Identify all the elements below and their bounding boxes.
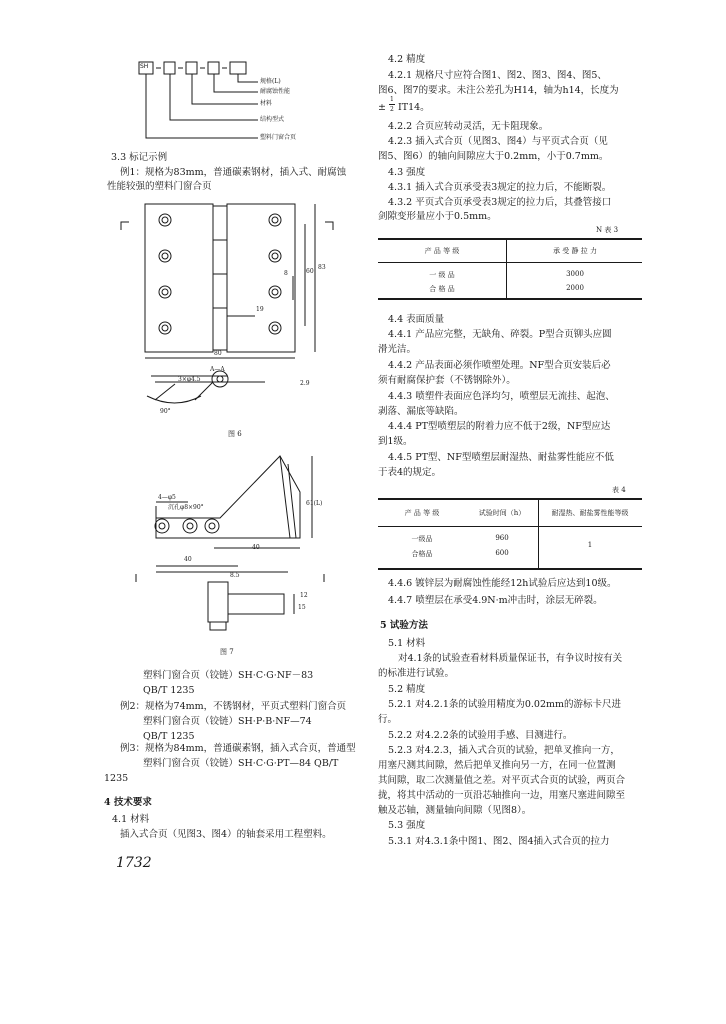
section-4-2-title: 4.2 精度 [388,54,426,65]
clause-4-2-3-line-1: 4.2.3 插入式合页（见图3、图4）与平页式合页（见 [388,136,608,147]
table-4-title: 表 4 [612,486,626,494]
clause-4-2-1-it14: IT14。 [398,102,430,113]
clause-4-2-2: 4.2.2 合页应转动灵活，无卡阻现象。 [388,121,549,132]
clause-4-4-2-line-2: 须有耐腐保护套（不锈钢除外）。 [378,375,516,386]
fig6-section-label: A—A [210,366,225,373]
figure-6-drawing [115,196,365,428]
table-3-title: N 表 3 [596,226,619,234]
fig7-holes: 4—φ5 [158,494,176,501]
table-4-header-level: 耐湿热、耐盐雾性能等级 [551,509,629,517]
fraction-bar [389,104,395,105]
fig6-hole-label: 3×φ4.5 [178,376,201,383]
clause-4-4-4-line-1: 4.4.4 PT型喷塑层的附着力应不低于2级，NF型应达 [388,421,611,432]
fig6-dim-b: 19 [256,306,264,313]
table-3-col-divider [506,240,507,298]
fig7-dim-1: 40 [184,556,192,563]
section-4-3-title: 4.3 强度 [388,167,426,178]
table-3-top-rule [378,238,642,240]
clause-4-4-1-line-1: 4.4.1 产品应完整，无缺角、碎裂。P型合页铆头应圆 [388,329,612,340]
fig7-dim-3: 12 [300,592,308,599]
table-3-bottom-rule [378,298,642,300]
clause-5-2-1-line-2: 行。 [378,714,398,725]
clause-4-3-1: 4.3.1 插入式合页承受表3规定的拉力后，不能断裂。 [388,182,612,193]
clause-4-3-2-line-1: 4.3.2 平页式合页承受表3规定的拉力后，其叠管接口 [388,197,612,208]
table-4-header-grade: 产 品 等 级 [404,509,440,517]
clause-4-4-7: 4.4.7 喷塑层在承受4.9N·m冲击时，涂层无碎裂。 [388,595,603,606]
table-4-row-1-time: 960 [495,534,509,542]
table-3-header-grade: 产 品 等 级 [424,247,460,255]
example-1-line-1: 例1：规格为83mm，普通碳素钢材，插入式、耐腐蚀 [120,167,347,178]
clause-4-2-1-frac-num: 1 [390,96,394,103]
code-prefix: SH [140,63,149,70]
table-4-header-time: 试验时间（h） [478,509,526,517]
example-1-line-2: 性能较强的塑料门窗合页 [107,181,212,192]
marking-1-line-2: QB/T 1235 [143,685,195,696]
fig6-angle: 90° [160,408,171,415]
clause-5-1-line-1: 对4.1条的试验查看材料质量保证书，有争议时按有关 [398,653,623,664]
clause-4-4-4-line-2: 到1级。 [378,436,413,447]
table-4-header-rule [378,526,642,527]
marking-code-diagram [138,58,338,150]
example-2-line-2: 塑料门窗合页（铰链）SH·P·B·NF—74 [143,716,312,727]
table-3-row-2-force: 2000 [566,284,584,292]
clause-4-3-2-line-2: 剑隙变形量应小于0.5mm。 [378,211,497,222]
clause-4-2-3-line-2: 图5、图6）的轴向间隙应大于0.2mm，小于0.7mm。 [378,151,609,162]
clause-4-2-1-line-1: 4.2.1 规格尺寸应符合图1、图2、图3、图4、图5、 [388,70,607,81]
code-label-product: 塑料门窗合页 [260,134,297,141]
clause-5-3-1: 5.3.1 对4.3.1条中图1、图2、图4插入式合页的拉力 [388,836,610,847]
fig7-dim-2: 40 [252,544,260,551]
clause-5-2-2: 5.2.2 对4.2.2条的试验用手感、目测进行。 [388,730,573,741]
figure-6-caption: 图 6 [228,430,242,438]
table-3-header-force: 承 受 静 拉 力 [553,247,597,255]
table-4-top-rule [378,498,642,500]
figure-7-caption: 图 7 [220,648,234,656]
clause-5-2-3-line-3: 其间隙，取二次测量值之差。对平页式合页的试验，两页合 [378,775,626,786]
example-2-line-1: 例2：规格为74mm，不锈钢材，平页式塑料门窗合页 [120,701,347,712]
clause-5-2-3-line-2: 用塞尺测其间隙，然后把单叉推向另一方，在同一位置测 [378,760,616,771]
clause-5-2-3-line-1: 5.2.3 对4.2.3，插入式合页的试验，把单叉推向一方， [388,745,620,756]
example-3-line-2: 塑料门窗合页（铰链）SH·C·G·PT—84 QB/T [143,758,339,769]
clause-4-2-1-pm: ± [378,102,386,113]
clause-4-4-3-line-2: 剥落、漏底等缺陷。 [378,406,464,417]
clause-5-2-1-line-1: 5.2.1 对4.2.1条的试验用精度为0.02mm的游标卡尺进 [388,699,622,710]
section-5-2-title: 5.2 精度 [388,684,426,695]
page-folio: 1732 [116,855,152,871]
table-4-level-value: 1 [587,541,593,549]
code-label-spec: 规格(L) [260,78,281,85]
fig6-dim-a: 60 [306,268,314,275]
section-4-1-text: 插入式合页（见图3、图4）的轴套采用工程塑料。 [120,829,332,840]
table-4-row-1-grade: 一级品 [411,535,433,543]
fig6-thickness: 2.9 [300,380,310,387]
clause-5-2-3-line-5: 触及芯轴，测量轴向间隙（见图8）。 [378,805,532,816]
section-4-1-title: 4.1 材料 [112,814,150,825]
section-4-4-title: 4.4 表面质量 [388,314,445,325]
clause-4-4-6: 4.4.6 镀锌层为耐腐蚀性能经12h试验后应达到10级。 [388,578,617,589]
section-5-3-title: 5.3 强度 [388,820,426,831]
clause-5-2-3-line-4: 拢，将其中活动的一页沿芯轴推向一边，用塞尺塞进间隙至 [378,790,626,801]
table-4-row-2-time: 600 [495,549,509,557]
table-4-bottom-rule [378,568,642,570]
fig7-dim-5: 15 [298,604,306,611]
clause-5-1-line-2: 的标准进行试验。 [378,668,455,679]
fig7-countersink: 沉孔φ8×90° [168,504,204,511]
section-3-3-title: 3.3 标记示例 [111,152,168,163]
code-label-structure: 结构型式 [260,116,285,123]
table-3-row-1-force: 3000 [566,270,584,278]
fig6-dim-width: 80 [214,350,222,357]
table-4-col-divider-1 [538,500,539,568]
fig6-dim-c: 8 [284,270,288,277]
example-2-line-3: QB/T 1235 [143,731,195,742]
table-3-row-1-grade: 一 级 品 [429,271,455,279]
clause-4-2-1-frac-den: 2 [390,106,394,113]
marking-1-line-1: 塑料门窗合页（铰链）SH·C·G·NF－83 [143,670,314,681]
fig7-height: 61(L) [306,500,323,507]
code-label-corrosion: 耐腐蚀性能 [260,88,291,95]
clause-4-2-1-line-2: 图6、图7的要求。未注公差孔为H14，轴为h14，长度为 [378,85,619,96]
clause-4-4-1-line-2: 滑光洁。 [378,344,417,355]
table-3-row-2-grade: 合 格 品 [429,285,455,293]
clause-4-4-3-line-1: 4.4.3 喷塑件表面应色泽均匀，喷塑层无流挂、起泡、 [388,391,615,402]
figure-7-drawing [128,446,328,646]
example-3-line-3: 1235 [104,773,129,784]
clause-4-4-2-line-1: 4.4.2 产品表面必须作喷塑处理。NF型合页安装后必 [388,360,611,371]
table-3-header-rule [378,262,642,263]
clause-4-4-5-line-1: 4.4.5 PT型、NF型喷塑层耐湿热、耐盐雾性能应不低 [388,452,614,463]
fig7-dim-4: 8.5 [230,572,240,579]
clause-4-4-5-line-2: 于表4的规定。 [378,467,442,478]
fig6-dim-height: 83 [318,264,326,271]
section-5-title: 5 试验方法 [380,620,428,631]
table-4-row-2-grade: 合格品 [411,550,433,558]
section-5-1-title: 5.1 材料 [388,638,426,649]
code-label-material: 材料 [260,100,273,107]
example-3-line-1: 例3：规格为84mm，普通碳素钢，插入式合页，普通型 [120,743,356,754]
section-4-title: 4 技术要求 [104,797,152,808]
